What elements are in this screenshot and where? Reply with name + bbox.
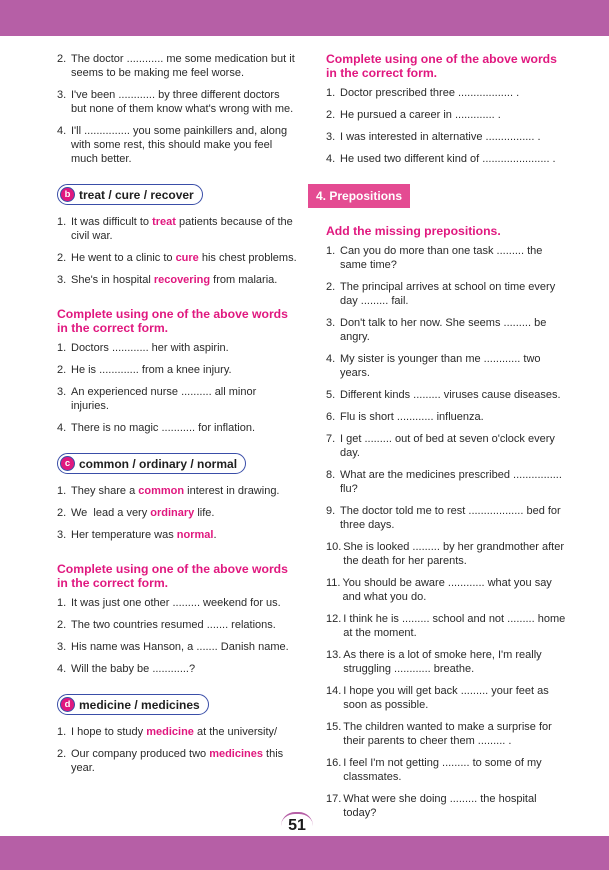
list-item: 4. My sister is younger than me ............ two years. [326,353,541,379]
list-item: 1. I hope to study medicine at the university/ [57,726,278,738]
section-letter-d: d [60,697,75,712]
page-number-badge [281,812,313,838]
word-box-label: common / ordinary / normal [79,456,238,471]
exercise-heading: Complete using one of the above words in the correct form. [57,307,288,335]
bottom-band [0,836,609,870]
list-item: 1. It was difficult to treat patients because of the civil war. [57,216,293,242]
exercise-heading: Complete using one of the above words in the correct form. [326,52,557,80]
list-item: 2. The principal arrives at school on time every day ......... fail. [326,281,556,307]
word-box-d [57,694,209,715]
highlighted-word: ordinary [150,507,195,519]
list-item: 2. The two countries resumed ....... relations. [57,619,276,631]
right-column [316,52,566,828]
section-letter-c: c [60,456,75,471]
section-letter-b: b [60,187,75,202]
word-box-label: medicine / medicines [79,697,200,712]
highlighted-word: cure [175,252,199,264]
list-item: 2. He went to a clinic to cure his chest problems. [57,252,297,264]
exercise-heading: Complete using one of the above words in the correct form. [57,562,288,590]
section-title-prepositions: 4. Prepositions [308,184,410,208]
left-column [57,52,297,783]
highlighted-word: medicine [146,726,194,738]
list-item: 9. The doctor told me to rest .................. bed for three days. [326,505,561,531]
list-item: 10. She is looked ......... by her grandmother after the death for her parents. [326,541,565,567]
list-item: 2. Our company produced two medicines this year. [57,748,284,774]
list-item: 6. Flu is short ............ influenza. [326,411,484,423]
list-item: 11. You should be aware ............ what you say and what you do. [326,577,552,603]
exercise-heading: Add the missing prepositions. [326,224,501,238]
examples-b [57,215,297,287]
word-box-label: treat / cure / recover [79,187,194,202]
list-item: 4. There is no magic ........... for inflation. [57,422,256,434]
word-box-c [57,453,246,474]
list-item: 15. The children wanted to make a surprise for their parents to cheer them ......... . [326,721,552,747]
highlighted-word: normal [176,529,214,541]
list-item: 1. It was just one other ......... weekend for us. [57,597,281,609]
list-item: 1. Doctors ............ her with aspirin. [57,342,229,354]
list-item: 1. Can you do more than one task ......... the same time? [326,245,543,271]
list-item: 2. The doctor ............ me some medication but it seems to be making me feel worse. [57,53,295,79]
list-item: 2. He pursued a career in ............. . [326,109,501,121]
list-item: 2. We lead a very ordinary life. [57,507,215,519]
word-box-b [57,184,203,205]
highlighted-word: common [138,485,185,497]
exercise-a-continued [57,52,297,166]
examples-d [57,725,297,775]
list-item: 12. I think he is ......... school and not ......... home at the moment. [326,613,566,639]
list-item: 4. He used two different kind of ...................... . [326,153,556,165]
list-item: 3. I was interested in alternative ................ . [326,131,541,143]
list-item: 3. His name was Hanson, a ....... Danish name. [57,641,289,653]
list-item: 4. Will the baby be ............? [57,663,196,675]
list-item: 7. I get ......... out of bed at seven o'clock every day. [326,433,555,459]
list-item: 16. I feel I'm not getting ......... to some of my classmates. [326,757,542,783]
exercise-c [57,596,297,676]
list-item: 3. Her temperature was normal. [57,529,217,541]
list-item: 17. What were she doing ......... the hospital today? [326,793,537,819]
list-item: 3. She's in hospital recovering from malaria. [57,274,278,286]
list-item: 3. Don't talk to her now. She seems ......... be angry. [326,317,547,343]
list-item: 5. Different kinds ......... viruses cause diseases. [326,389,561,401]
exercise-d [326,86,566,166]
prepositions-exercise [326,244,566,820]
page-number: 51 [288,817,306,834]
list-item: 14. I hope you will get back ......... your feet as soon as possible. [326,685,549,711]
exercise-b [57,341,297,435]
highlighted-word: medicines [209,748,263,760]
list-item: 3. An experienced nurse .......... all minor injuries. [57,386,257,412]
list-item: 1. Doctor prescribed three .................. . [326,87,520,99]
list-item: 1. They share a common interest in drawing. [57,485,280,497]
highlighted-word: treat [152,216,176,228]
highlighted-word: recovering [153,274,211,286]
examples-c [57,484,297,542]
top-band [0,0,609,36]
list-item: 3. I've been ............ by three different doctors but none of them know what's wrong with me. [57,89,294,115]
list-item: 8. What are the medicines prescribed ................ flu? [326,469,562,495]
list-item: 2. He is ............. from a knee injury. [57,364,232,376]
list-item: 4. I'll ............... you some painkillers and, along with some rest, this should make you feel much better. [57,125,288,165]
list-item: 13. As there is a lot of smoke here, I'm really struggling ............ breathe. [326,649,542,675]
